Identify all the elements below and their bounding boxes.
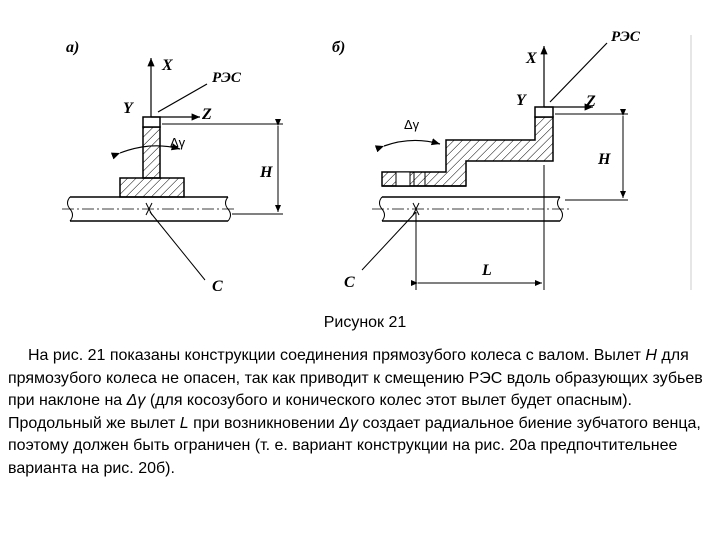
panel-b-z-label: Z <box>586 93 596 110</box>
panel-b-axes <box>544 43 607 107</box>
panel-a-h-label: H <box>260 164 273 181</box>
panel-b-x-label: X <box>526 50 537 67</box>
panel-b <box>332 29 641 291</box>
var-delta-gamma: Δγ <box>126 392 146 409</box>
panel-a-delta-label: Δγ <box>170 135 186 150</box>
var-l: L <box>179 414 189 432</box>
panel-a-tag: а) <box>66 39 80 56</box>
text-run: для прямозубого колеса не опасен, так как приводит к смещению РЭС вдоль образующих зубьев при наклоне на <box>8 347 703 409</box>
panel-b-c-label: C <box>344 274 355 291</box>
panel-a-gear <box>120 117 184 197</box>
panel-a-x-label: X <box>162 57 173 74</box>
text-run: На рис. 21 показаны конструкции соединения прямозубого колеса с валом. Вылет <box>28 347 646 364</box>
panel-a-c-label: C <box>212 278 223 295</box>
panel-b-y-label: Y <box>516 92 526 109</box>
text-run: создает радиальное биение зубчатого венца, поэтому должен быть ограничен (т. е. вариант конструкции на рис. 20а предпочтительнее варианта на рис. 20б). <box>8 414 701 477</box>
panel-b-tag: б) <box>332 39 346 56</box>
figure-caption: Рисунок 21 <box>323 314 407 331</box>
panel-a-c-leader <box>150 212 205 280</box>
panel-b-shaft <box>372 197 570 221</box>
var-h: H <box>645 347 657 364</box>
text-run: при возникновении <box>188 414 340 432</box>
panel-b-l-label: L <box>482 262 492 279</box>
panel-b-h-dimension <box>555 114 628 200</box>
panel-a-shaft <box>62 197 236 221</box>
panel-a-y-label: Y <box>123 100 133 117</box>
panel-a-z-label: Z <box>202 106 212 123</box>
panel-b-tilt-arc <box>384 140 440 146</box>
body-paragraph <box>8 345 713 480</box>
panel-b-h-label: H <box>598 151 611 168</box>
panel-a-axes <box>151 58 207 117</box>
panel-a-res-label: РЭС <box>212 70 241 86</box>
panel-a <box>62 39 283 295</box>
panel-b-delta-label: Δγ <box>404 117 420 132</box>
text-run: (для косозубого и конического колес этот вылет будет опасным). Продольный же вылет <box>8 392 632 432</box>
var-delta-gamma: Δγ <box>339 414 359 432</box>
panel-b-res-label: РЭС <box>611 29 640 45</box>
